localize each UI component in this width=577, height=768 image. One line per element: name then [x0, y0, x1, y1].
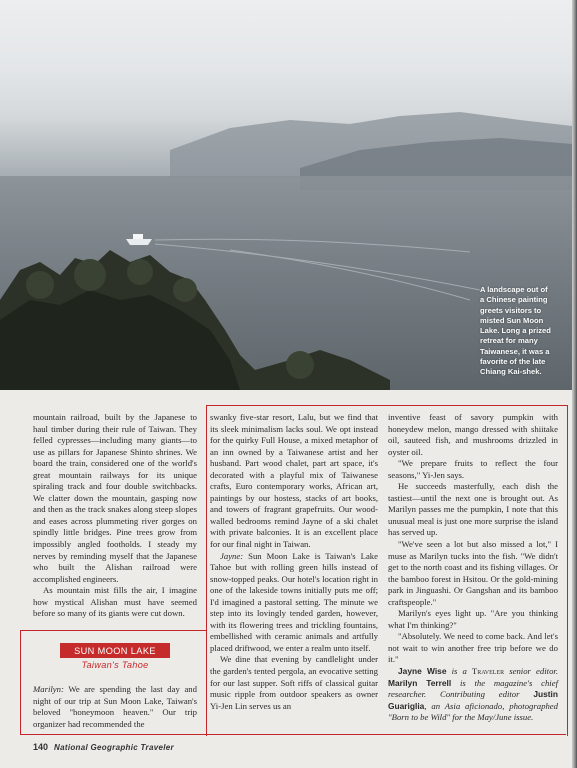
- column-2: [210, 412, 378, 712]
- author-credits: [388, 666, 558, 724]
- sidebar-body: [33, 684, 197, 730]
- highlight-frame-step: [20, 630, 206, 631]
- column-3: [388, 412, 558, 724]
- col3-paragraph-2: "We prepare fruits to reflect the four seasons," Yi-Jen says.: [388, 458, 558, 480]
- sidebar-text: We are spending the last day and night of our trip at Sun Moon Lake, Taiwan's beloved "honeymoon heaven." Our trip organizer had recommended the: [33, 684, 197, 729]
- credit-magazine: Traveler: [471, 666, 505, 677]
- photo-caption: A landscape out of a Chinese painting greets visitors to misted Sun Moon Lake. Long a prized retreat for many Taiwanese, it was a favorite of the late Chiang Kai-shek.: [480, 285, 551, 377]
- credit-text: senior editor.: [504, 666, 558, 677]
- col1-paragraph-2: As mountain mist fills the air, I imagine how mystical Alishan must have seemed before so many of its giants were cut down.: [33, 585, 197, 619]
- col2-paragraph-2-text: Sun Moon Lake is Taiwan's Lake Tahoe but with rolling green hills instead of snow-topped peaks. Our hotel's location right in one of the lakeside towns initially puts me off; I'd imagined a pastoral setting. The minute we step into its lovingly tended garden, however, with its flowering trees and trickling fountains, embellished with ceramic animals and artfully placed driftwood, we enter a realm unto itself.: [210, 550, 378, 653]
- section-heading-badge: SUN MOON LAKE: [60, 643, 170, 658]
- credit-text: is the magazine's chief researcher. Contributing editor: [388, 677, 558, 700]
- speaker-label: Marilyn:: [33, 684, 64, 694]
- credit-text: , an Asia aficionado, photographed "Born to be Wild" for the May/June issue.: [388, 700, 558, 723]
- highlight-frame-inner: [382, 734, 566, 735]
- column-1: [33, 412, 197, 620]
- credit-name: Justin Guariglia: [388, 689, 558, 711]
- col3-paragraph-1: inventive feast of savory pumpkin with honeydew melon, mango dressed with shiitake oil, sauteed fish, and mushrooms drizzled in oyster oil.: [388, 412, 558, 457]
- col3-paragraph-3: He succeeds masterfully, each dish the tastiest—until the next one is brought out. As Marilyn passes me the pumpkin, I note that this unusual meal is just one more surprise the island has served up.: [388, 481, 558, 538]
- highlight-frame-step-vertical: [206, 405, 207, 630]
- page-footer: [33, 742, 174, 752]
- col3-paragraph-4: "We've seen a lot but also missed a lot," I muse as Marilyn tucks into the fish. "We didn't get to the north coast and its fishing villages. Or the bamboo forest in Hsitou. Or the gold-mining park in Jinguashi. Or Gangshan and its bamboo craftspeople.": [388, 539, 558, 607]
- col2-paragraph-3: We dine that evening by candlelight under the garden's tented pergola, an evocative setting for our last supper. Soft riffs of classical guitar music ripple from outdoor speakers as owner Yi-Jen Lin serves us an: [210, 654, 378, 711]
- col2-paragraph-1: swanky five-star resort, Lalu, but we find that its sleek minimalism lacks soul. We opt instead for the quirky Full House, a mixed metaphor of an inn owned by a Taiwanese artist and her husband. Part wood chalet, part art space, it's decorated with a playful mix of Taiwanese crafts, Euro contemporary works, African art, paintings by our hostess, stacks of art books, and towers of fragrant grapefruits. Our wood-walled bedrooms remind Jayne of a ski chalet with private balconies. It is an excellent place for our final night in Taiwan.: [210, 412, 378, 550]
- page-number: 140: [33, 742, 49, 752]
- col3-paragraph-6: "Absolutely. We need to come back. And let's not wait to win another free trip before we do it.": [388, 631, 558, 665]
- col1-paragraph-1: mountain railroad, built by the Japanese to haul timber during their rule of Taiwan. They felled cypresses—including many giants—to use as pillars for Japanese Shinto shrines. We board the train, considered one of the world's great mountain railways for its unique spiraling track and four double switchbacks. We clatter down the mountain, gasping now and then as the track snakes along steep slopes and eases across plummeting river gorges on spindly little bridges. Pine trees grow from impossibly angled footholds. I steady my nerves by reminding myself that the Japanese who built the Alishan railroad were accomplished engineers.: [33, 412, 197, 584]
- magazine-name: National Geographic Traveler: [54, 743, 174, 752]
- credit-name: Marilyn Terrell: [388, 677, 452, 688]
- credit-text: is a: [446, 666, 472, 677]
- col3-paragraph-5: Marilyn's eyes light up. "Are you thinking what I'm thinking?": [388, 608, 558, 630]
- page-edge-shadow: [572, 0, 577, 768]
- col2-paragraph-2: [210, 551, 378, 655]
- credit-name: Jayne Wise: [398, 666, 447, 677]
- speaker-label: Jayne:: [220, 550, 244, 561]
- sidebar-paragraph: [33, 684, 197, 730]
- section-subheading: Taiwan's Tahoe: [81, 660, 149, 670]
